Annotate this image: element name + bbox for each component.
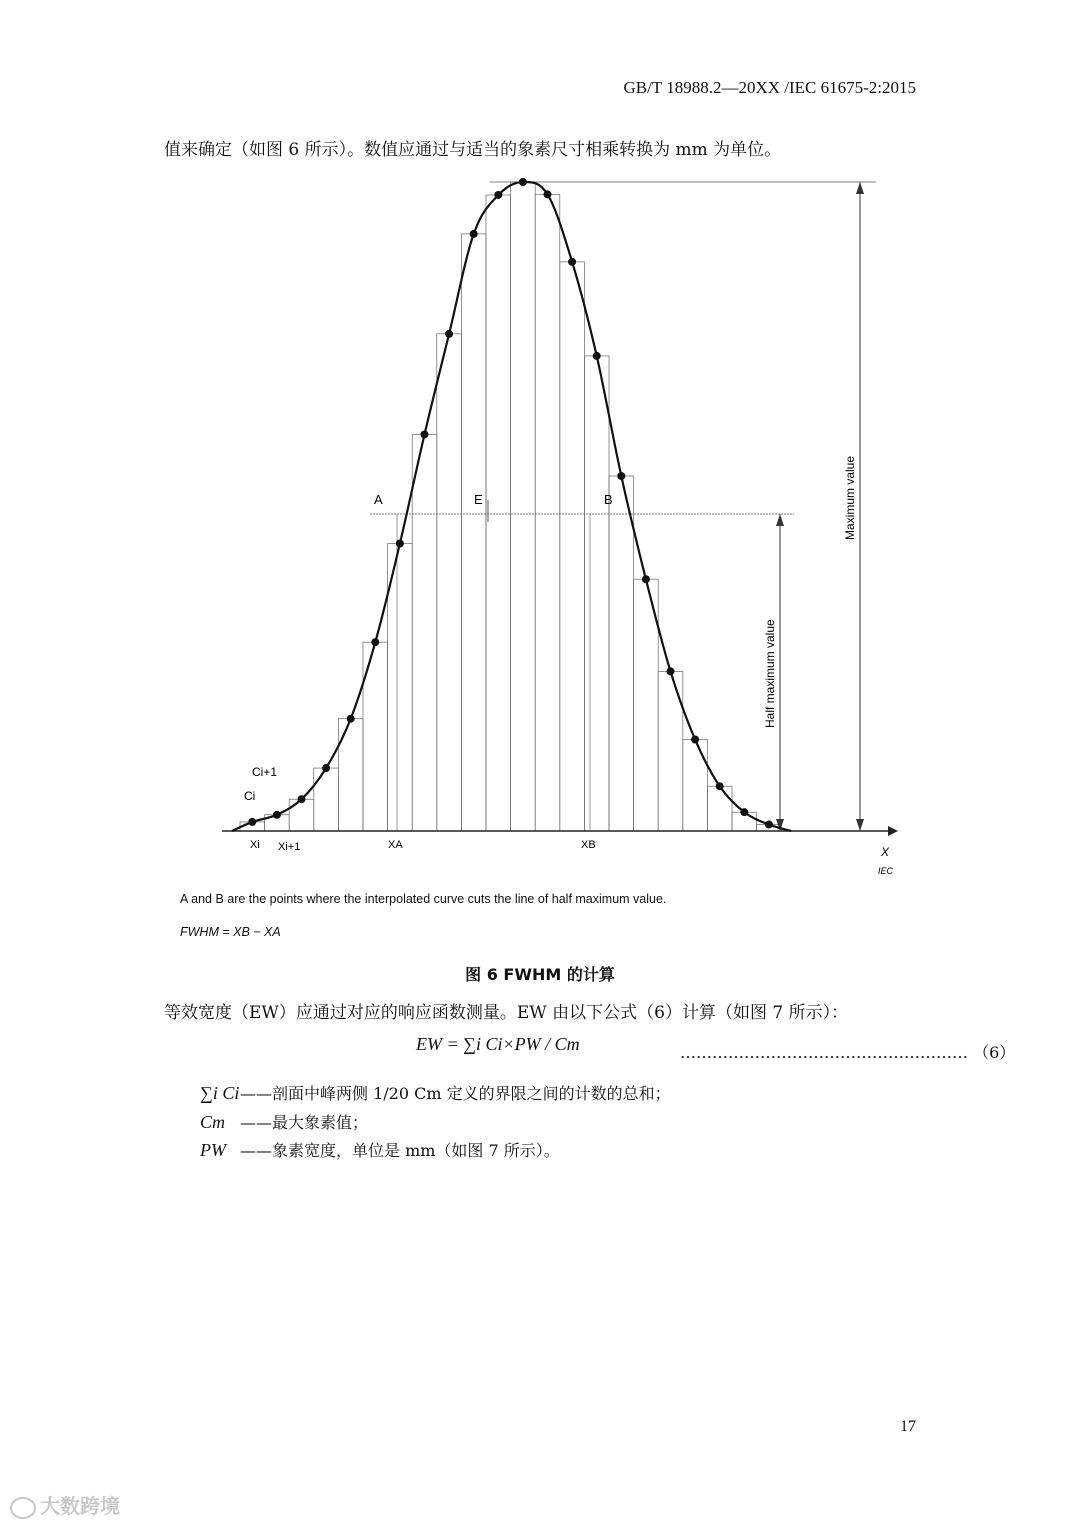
histogram-bin	[560, 262, 585, 831]
label-ci: Ci	[244, 789, 256, 803]
data-point	[248, 818, 256, 826]
data-point	[421, 430, 429, 438]
label-xa: XA	[388, 839, 403, 851]
standard-number: GB/T 18988.2—20XX /IEC 61675-2:2015	[623, 78, 916, 97]
histogram-bin	[535, 194, 560, 831]
histogram-bin	[486, 195, 511, 831]
definition-text: ——剖面中峰两侧 1/20 Cm 定义的界限之间的计数的总和；	[240, 1084, 671, 1103]
data-point	[494, 191, 502, 199]
definition-cm	[200, 1110, 368, 1133]
data-point	[273, 811, 281, 819]
definition-symbol: PW	[200, 1140, 226, 1160]
histogram-bin	[388, 543, 413, 831]
data-point	[371, 638, 379, 646]
definition-symbol: ∑i Ci	[200, 1083, 240, 1103]
histogram-bin	[609, 476, 634, 831]
page-number: 17	[900, 1418, 916, 1435]
formula-number: ……………………………………………… （6）	[680, 1043, 1016, 1062]
label-iec: IEC	[878, 866, 894, 876]
label-xi1: Xi+1	[278, 841, 301, 853]
data-point	[667, 667, 675, 675]
fwhm-figure	[160, 170, 920, 890]
histogram-bins	[240, 182, 781, 831]
interpolated-curve	[232, 182, 791, 831]
data-point	[322, 764, 330, 772]
histogram-bin	[338, 719, 363, 831]
figure-note: A and B are the points where the interpolated curve cuts the line of half maximum value.	[180, 892, 667, 906]
histogram-bin	[437, 334, 462, 831]
data-point	[519, 178, 527, 186]
data-point	[396, 539, 404, 547]
histogram-bin	[461, 234, 486, 831]
label-half-maximum: Half maximum value	[763, 619, 777, 728]
watermark: 大数跨境	[10, 1490, 120, 1519]
definition-text: ——最大象素值；	[240, 1113, 369, 1132]
data-point	[298, 795, 306, 803]
data-point	[347, 715, 355, 723]
data-point	[642, 575, 650, 583]
label-e: E	[474, 492, 483, 507]
definition-symbol: Cm	[200, 1112, 226, 1132]
definition-sum	[200, 1081, 671, 1104]
data-point	[470, 230, 478, 238]
figure-caption: 图 6 FWHM 的计算	[465, 965, 615, 984]
data-point	[544, 190, 552, 198]
histogram-bin	[683, 739, 708, 831]
ew-formula: EW = ∑i Ci×PW / Cm	[416, 1034, 580, 1054]
definition-text: ——象素宽度，单位是 mm（如图 7 所示）。	[240, 1141, 560, 1160]
label-b: B	[604, 492, 613, 507]
label-a: A	[374, 492, 383, 507]
label-xb: XB	[581, 839, 596, 851]
ew-paragraph: 等效宽度（EW）应通过对应的响应函数测量。EW 由以下公式（6）计算（如图 7 所示）：	[164, 1003, 849, 1023]
data-point	[716, 782, 724, 790]
label-maximum: Maximum value	[843, 455, 857, 540]
data-point	[568, 258, 576, 266]
definition-pw	[200, 1138, 560, 1161]
label-x-axis: X	[881, 845, 890, 859]
label-ci1: Ci+1	[252, 765, 278, 779]
histogram-bin	[584, 356, 609, 831]
data-point	[691, 735, 699, 743]
histogram-bin	[412, 434, 437, 831]
histogram-bin	[511, 182, 536, 831]
data-point	[740, 808, 748, 816]
label-xi: Xi	[250, 839, 260, 851]
x-axis-arrow	[888, 826, 898, 836]
histogram-bin	[707, 786, 732, 831]
fwhm-formula-note: FWHM = XB − XA	[180, 925, 281, 939]
data-point	[617, 472, 625, 480]
intro-text: 值来确定（如图 6 所示）。数值应通过与适当的象素尺寸相乘转换为 mm 为单位。	[164, 140, 782, 160]
histogram-bin	[314, 768, 339, 831]
data-point	[593, 352, 601, 360]
data-point	[765, 821, 773, 829]
data-point	[445, 330, 453, 338]
histogram-bin	[289, 799, 314, 831]
watermark-logo-icon	[10, 1497, 36, 1519]
